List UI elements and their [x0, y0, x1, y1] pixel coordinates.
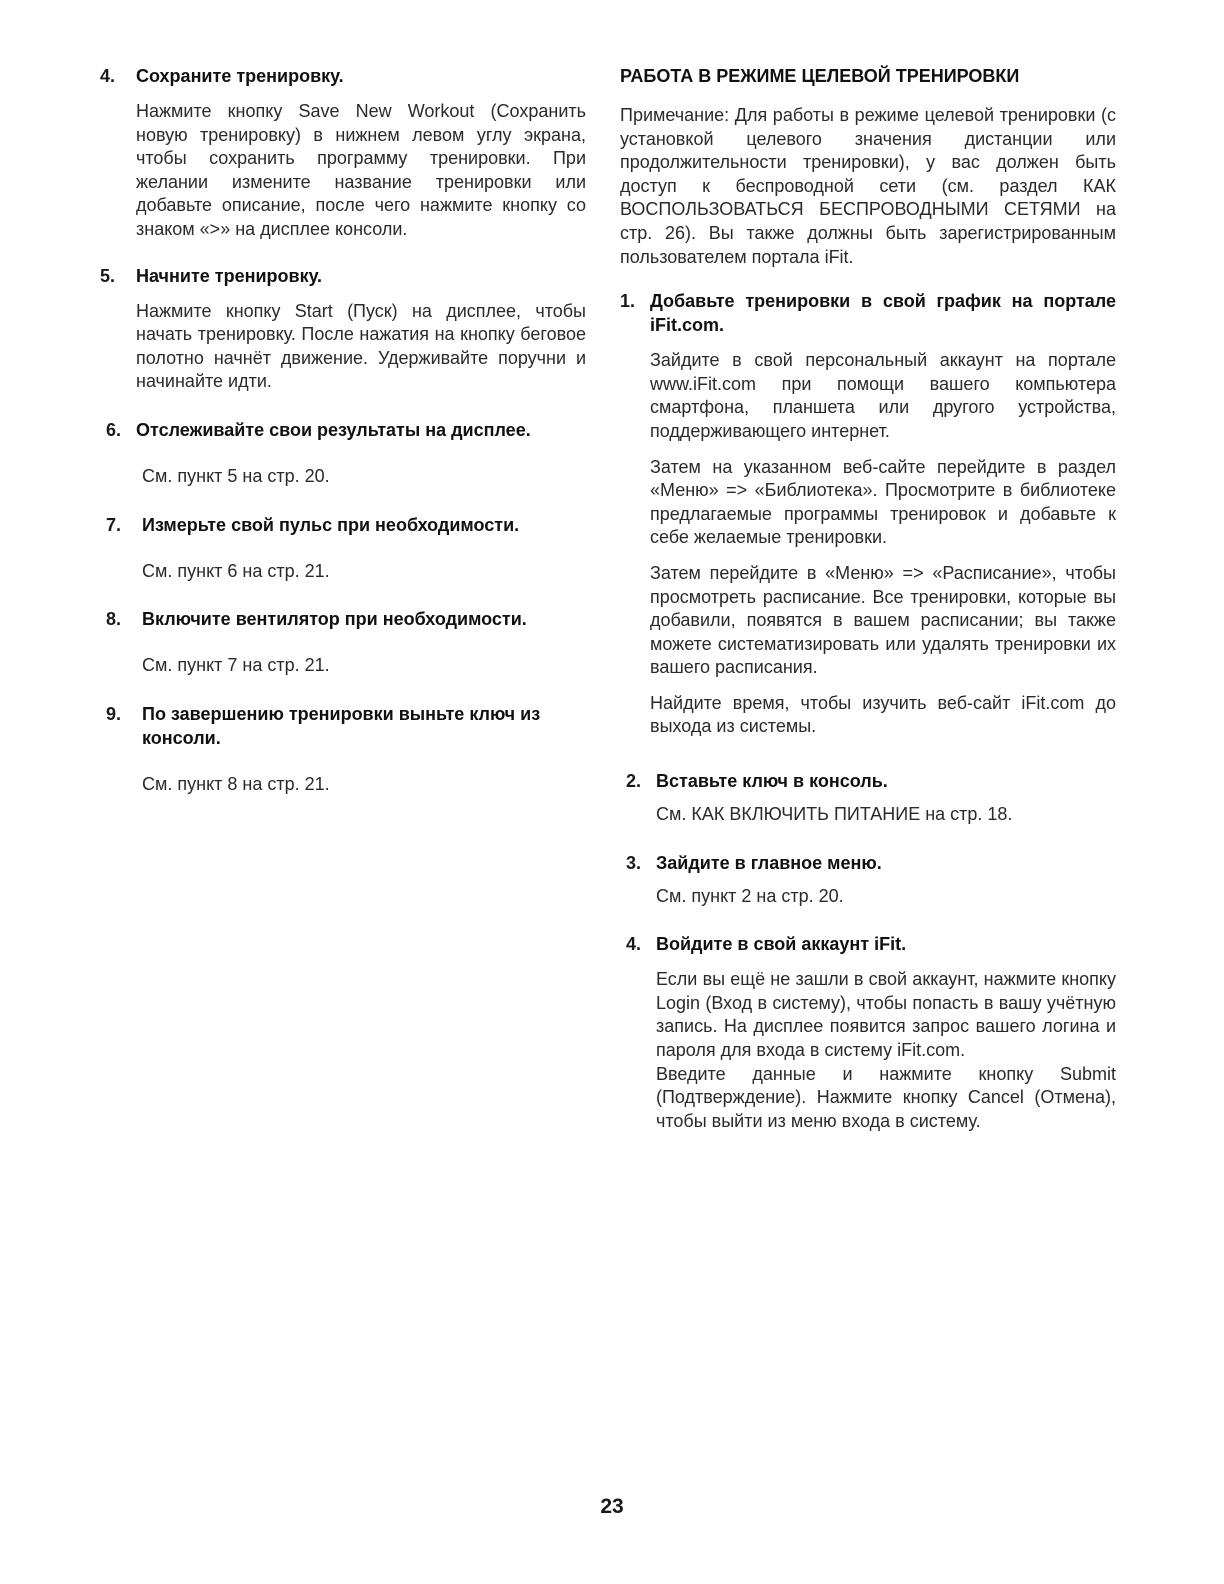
- item-number: 2.: [626, 771, 642, 792]
- list-item: [100, 264, 586, 394]
- note-paragraph: Примечание: Для работы в режиме целевой тренировки (с установкой целевого значения дистанции или продолжительности тренировки), у вас должен быть доступ к беспроводной сети (см. раздел КАК ВОСПОЛЬЗОВАТЬСЯ БЕСПРОВОДНЫМИ СЕТЯМИ на стр. 26). Вы также должны быть зарегистрированным пользователем портала iFit.: [620, 105, 1116, 267]
- item-number: 9.: [106, 703, 122, 724]
- left-column: [100, 64, 586, 796]
- list-item: [100, 418, 586, 489]
- item-title: По завершению тренировки выньте ключ из консоли.: [142, 703, 541, 748]
- item-paragraph: Найдите время, чтобы изучить веб-сайт iFit.com до выхода из системы.: [650, 692, 1116, 737]
- item-number: 3.: [626, 852, 642, 873]
- item-paragraph: Нажмите кнопку Save New Workout (Сохранить новую тренировку) в нижнем левом углу экрана, чтобы сохранить программу тренировки. При желании измените название тренировки или добавьте описание, после чего нажмите кнопку со знаком «>» на дисплее консоли.: [136, 101, 586, 239]
- item-title: Добавьте тренировки в свой график на портале iFit.com.: [650, 291, 1116, 336]
- item-title: Отслеживайте свои результаты на дисплее.: [136, 419, 531, 440]
- list-item: [100, 702, 586, 797]
- item-title: Начните тренировку.: [136, 265, 323, 286]
- item-title: Вставьте ключ в консоль.: [656, 771, 888, 792]
- item-paragraph: См. пункт 8 на стр. 21.: [142, 773, 330, 794]
- item-paragraph: Затем перейдите в «Меню» => «Расписание», чтобы просмотреть расписание. Все тренировки, которые вы добавили, появятся в вашем расписании; вы также можете систематизировать или удалять тренировки их вашего расписания.: [650, 562, 1116, 678]
- item-number: 4.: [100, 66, 116, 86]
- item-title: Включите вентилятор при необходимости.: [142, 609, 527, 630]
- item-paragraph: См. пункт 2 на стр. 20.: [656, 885, 844, 906]
- item-title: Зайдите в главное меню.: [656, 852, 882, 873]
- item-paragraph: См. пункт 5 на стр. 20.: [142, 465, 330, 486]
- item-number: 6.: [106, 419, 122, 440]
- item-paragraph: См. КАК ВКЛЮЧИТЬ ПИТАНИЕ на стр. 18.: [656, 804, 1013, 825]
- right-column: [620, 64, 1116, 1133]
- item-number: 4.: [626, 934, 642, 955]
- item-paragraph: Нажмите кнопку Start (Пуск) на дисплее, чтобы начать тренировку. После нажатия на кнопку беговое полотно начнёт движение. Удерживайте поручни и начинайте идти.: [136, 300, 586, 392]
- item-paragraph: Затем на указанном веб-сайте перейдите в раздел «Меню» => «Библиотека». Просмотрите в библиотеке предлагаемые программы тренировок и добавьте к себе желаемые тренировки.: [650, 456, 1116, 548]
- list-item: [620, 769, 1116, 827]
- section-title: РАБОТА В РЕЖИМЕ ЦЕЛЕВОЙ ТРЕНИРОВКИ: [620, 66, 1020, 86]
- list-item: [100, 513, 586, 584]
- list-item: [100, 64, 586, 242]
- item-paragraph: См. пункт 6 на стр. 21.: [142, 560, 330, 581]
- item-number: 7.: [106, 514, 122, 535]
- list-item: [620, 289, 1116, 739]
- item-title: Войдите в свой аккаунт iFit.: [656, 934, 907, 955]
- item-paragraph: См. пункт 7 на стр. 21.: [142, 655, 330, 676]
- item-number: 1.: [620, 291, 636, 312]
- item-number: 8.: [106, 609, 122, 630]
- item-number: 5.: [100, 265, 116, 286]
- page-number: 23: [600, 1495, 624, 1518]
- list-item: [620, 932, 1116, 1133]
- item-paragraph: Зайдите в свой персональный аккаунт на портале www.iFit.com при помощи вашего компьютера смартфона, планшета или другого устройства, поддерживающего интернет.: [650, 350, 1116, 441]
- item-paragraph: Если вы ещё не зашли в свой аккаунт, нажмите кнопку Login (Вход в систему), чтобы попасть в вашу учётную запись. На дисплее появится запрос вашего логина и пароля для входа в систему iFit.com.: [656, 969, 1116, 1061]
- list-item: [100, 607, 586, 678]
- item-title: Измерьте свой пульс при необходимости.: [142, 514, 520, 535]
- item-title: Сохраните тренировку.: [136, 66, 344, 86]
- list-item: [620, 851, 1116, 909]
- item-paragraph: Введите данные и нажмите кнопку Submit (Подтверждение). Нажмите кнопку Cancel (Отмена), чтобы выйти из меню входа в систему.: [656, 1063, 1116, 1131]
